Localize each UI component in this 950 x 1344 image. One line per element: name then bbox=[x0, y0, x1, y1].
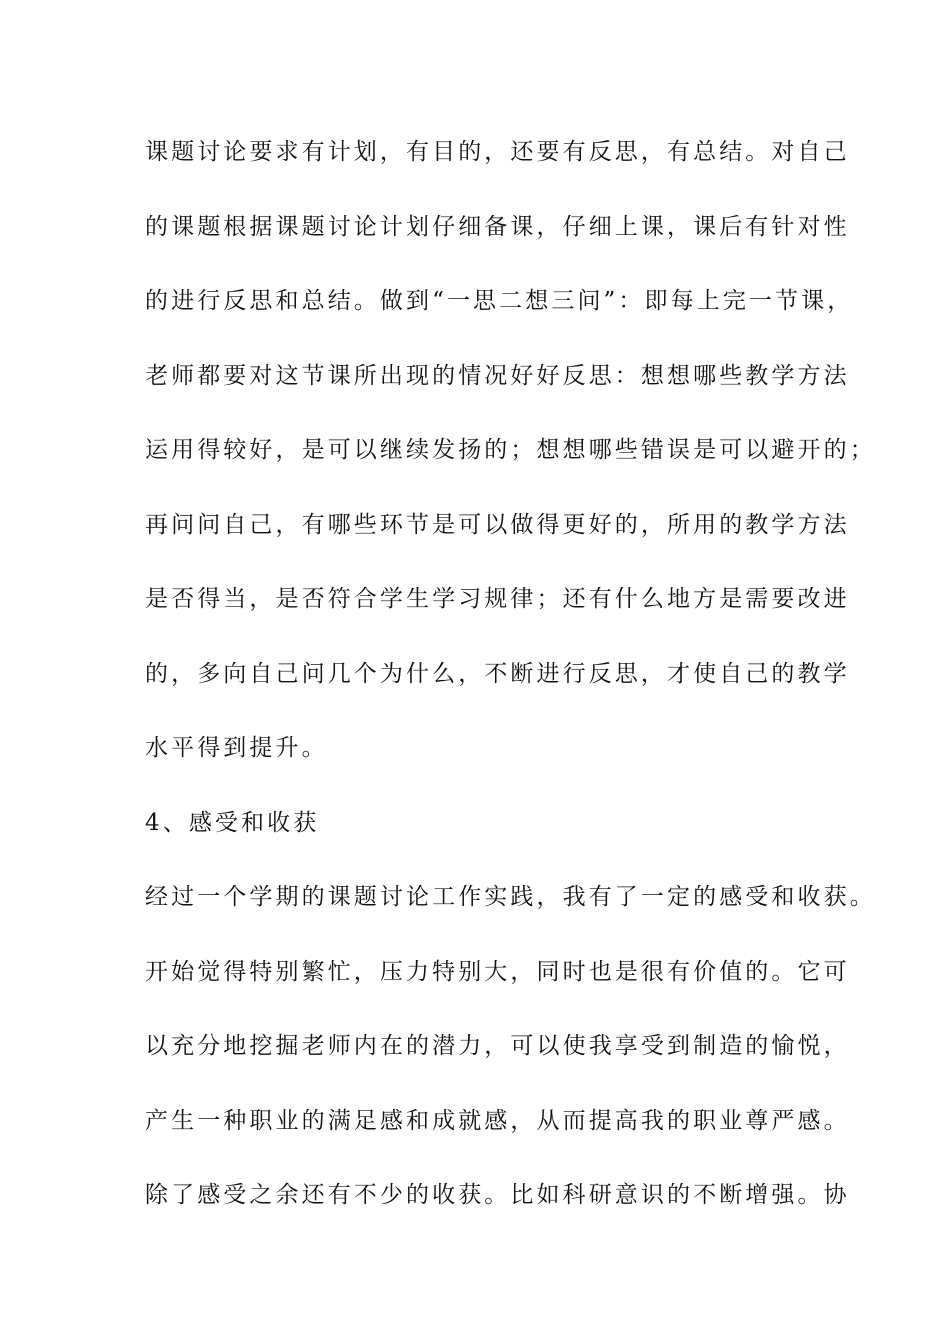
text-line: 经过一个学期的课题讨论工作实践，我有了一定的感受和收获。 bbox=[145, 884, 876, 910]
section-heading: 4、感受和收获 bbox=[145, 809, 320, 836]
body-text bbox=[145, 130, 876, 1248]
text-line: 是否得当，是否符合学生学习规律；还有什么地方是需要改进 bbox=[145, 586, 850, 612]
text-line: 再问问自己，有哪些环节是可以做得更好的，所用的教学方法 bbox=[145, 511, 850, 538]
text-line: 的课题根据课题讨论计划仔细备课，仔细上课，课后有针对性 bbox=[145, 213, 850, 240]
text-line: 以充分地挖掘老师内在的潜力，可以使我享受到制造的愉悦， bbox=[145, 1033, 850, 1059]
text-line: 运用得较好，是可以继续发扬的；想想哪些错误是可以避开的； bbox=[145, 437, 876, 463]
text-line: 开始觉得特别繁忙，压力特别大，同时也是很有价值的。它可 bbox=[145, 958, 850, 985]
text-line: 的进行反思和总结。做到“一思二想三问”：即每上完一节课， bbox=[145, 288, 854, 314]
text-line: 老师都要对这节课所出现的情况好好反思：想想哪些教学方法 bbox=[145, 362, 850, 389]
text-line: 产生一种职业的满足感和成就感，从而提高我的职业尊严感。 bbox=[145, 1107, 850, 1134]
text-line: 水平得到提升。 bbox=[145, 735, 328, 761]
text-line: 的，多向自己问几个为什么，不断进行反思，才使自己的教学 bbox=[145, 660, 850, 687]
text-line: 课题讨论要求有计划，有目的，还要有反思，有总结。对自己 bbox=[145, 139, 850, 165]
text-line: 除了感受之余还有不少的收获。比如科研意识的不断增强。协 bbox=[145, 1182, 850, 1208]
